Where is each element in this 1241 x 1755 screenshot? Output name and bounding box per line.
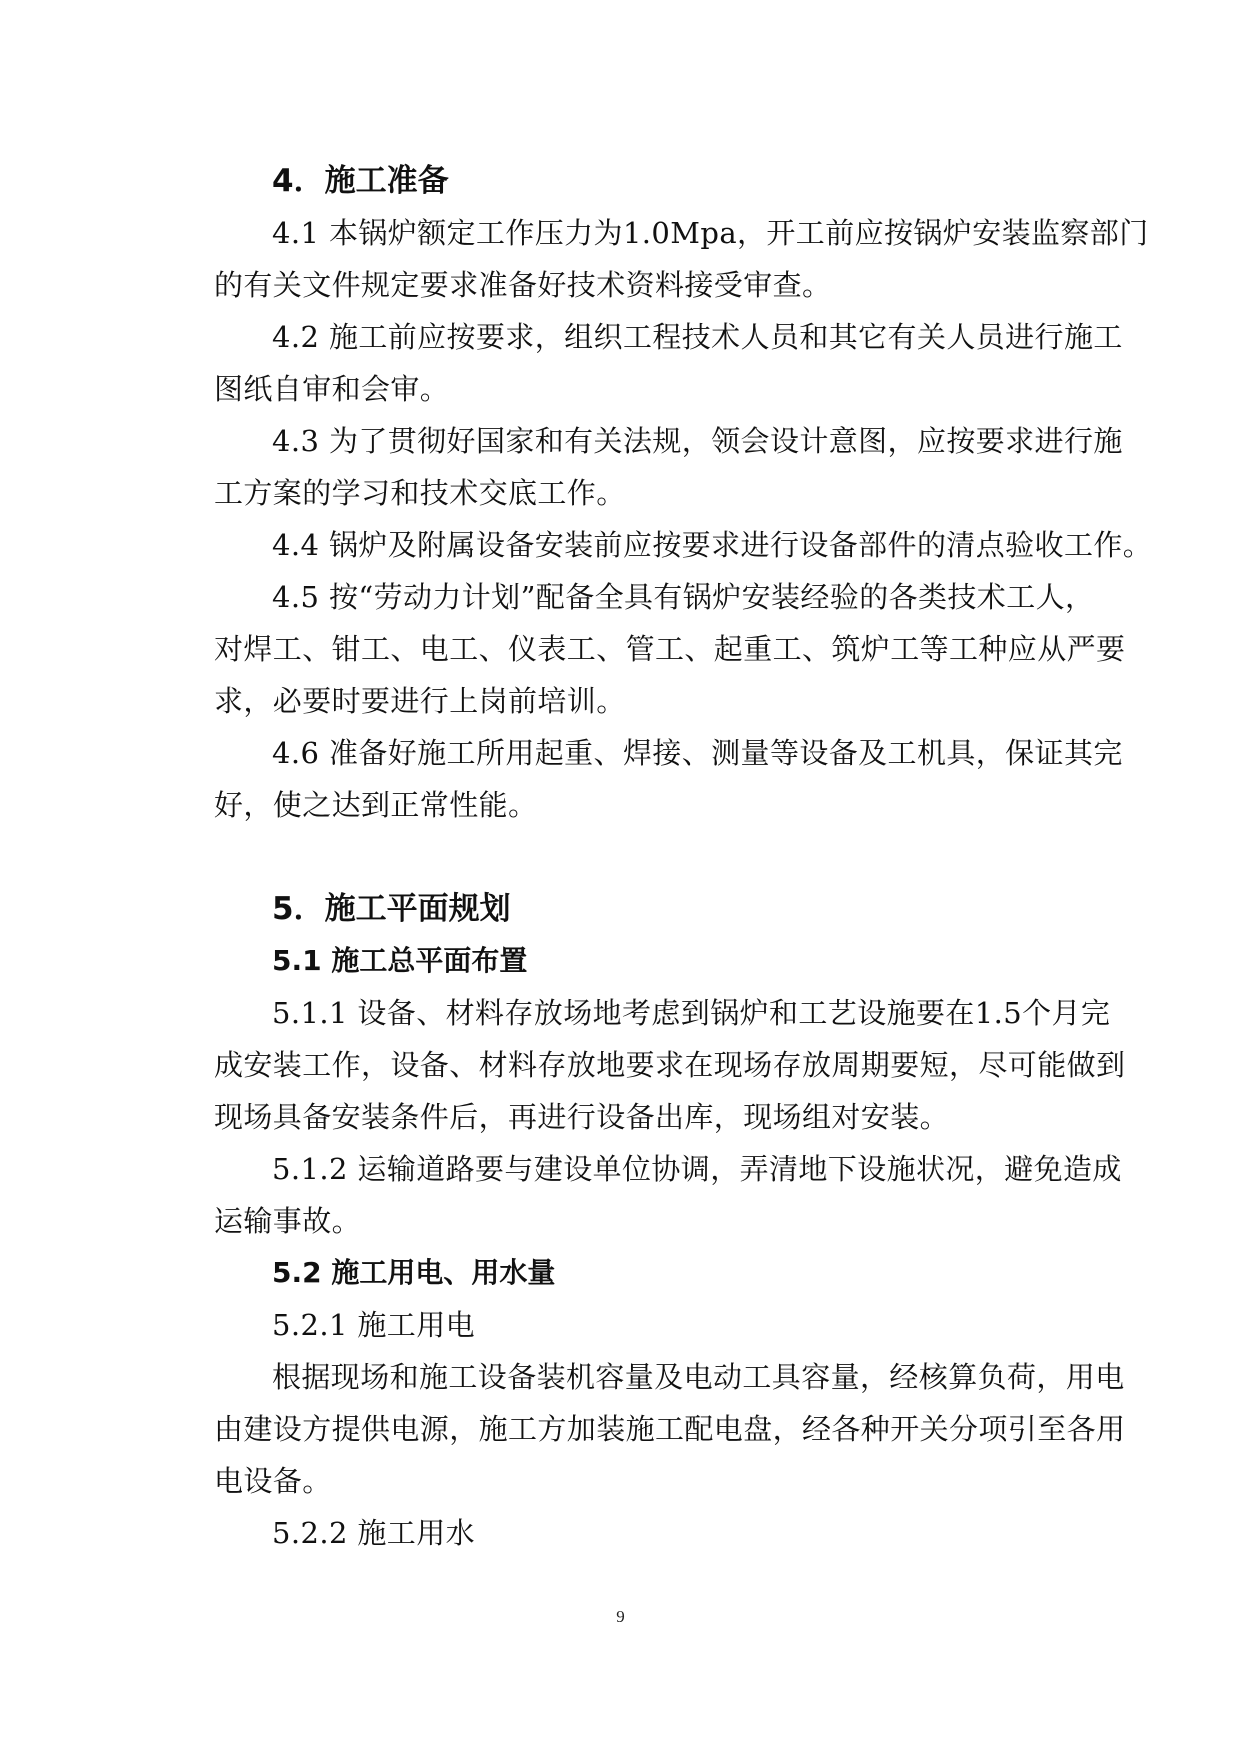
paragraph-5-1-2-line-1: 5.1.2 运输道路要与建设单位协调，弄清地下设施状况，避免造成 (272, 1152, 1122, 1186)
paragraph-4-2-line-1: 4.2 施工前应按要求，组织工程技术人员和其它有关人员进行施工 (272, 320, 1123, 354)
item-5-2-1-heading: 5.2.1 施工用电 (272, 1308, 476, 1342)
paragraph-5-2-1-line-2: 由建设方提供电源，施工方加装施工配电盘，经各种开关分项引至各用 (214, 1412, 1126, 1446)
item-5-2-2-heading: 5.2.2 施工用水 (272, 1516, 476, 1550)
paragraph-4-3-line-1: 4.3 为了贯彻好国家和有关法规，领会设计意图，应按要求进行施 (272, 424, 1123, 458)
paragraph-4-2-line-2: 图纸自审和会审。 (214, 372, 450, 406)
section-5-heading: 5．施工平面规划 (272, 891, 511, 927)
subsection-5-1-heading: 5.1 施工总平面布置 (272, 944, 528, 977)
paragraph-5-2-1-line-3: 电设备。 (214, 1464, 332, 1498)
page-number: 9 (616, 1607, 625, 1626)
paragraph-4-3-line-2: 工方案的学习和技术交底工作。 (214, 476, 626, 510)
paragraph-4-5-line-1: 4.5 按“劳动力计划”配备全具有锅炉安装经验的各类技术工人， (272, 580, 1095, 614)
section-gap (214, 831, 1114, 883)
paragraph-4-5-line-2: 对焊工、钳工、电工、仪表工、管工、起重工、筑炉工等工种应从严要 (214, 632, 1126, 666)
paragraph-4-6-line-1: 4.6 准备好施工所用起重、焊接、测量等设备及工机具，保证其完 (272, 736, 1123, 770)
paragraph-4-6-line-2: 好，使之达到正常性能。 (214, 788, 538, 822)
paragraph-4-5-line-3: 求，必要时要进行上岗前培训。 (214, 684, 626, 718)
subsection-5-2-heading: 5.2 施工用电、用水量 (272, 1256, 556, 1289)
page-content (214, 155, 1153, 1559)
paragraph-4-1-line-2: 的有关文件规定要求准备好技术资料接受审查。 (214, 268, 832, 302)
paragraph-5-1-1-line-1: 5.1.1 设备、材料存放场地考虑到锅炉和工艺设施要在1.5个月完 (272, 996, 1111, 1030)
paragraph-5-1-2-line-2: 运输事故。 (214, 1204, 362, 1238)
paragraph-5-2-1-line-1: 根据现场和施工设备装机容量及电动工具容量，经核算负荷，用电 (272, 1360, 1125, 1394)
paragraph-4-4-line-1: 4.4 锅炉及附属设备安装前应按要求进行设备部件的清点验收工作。 (272, 528, 1153, 562)
paragraph-5-1-1-line-3: 现场具备安装条件后，再进行设备出库，现场组对安装。 (214, 1100, 950, 1134)
paragraph-4-1-line-1: 4.1 本锅炉额定工作压力为1.0Mpa，开工前应按锅炉安装监察部门 (272, 216, 1149, 250)
paragraph-5-1-1-line-2: 成安装工作，设备、材料存放地要求在现场存放周期要短，尽可能做到 (214, 1048, 1126, 1082)
section-4-heading: 4．施工准备 (272, 163, 449, 199)
